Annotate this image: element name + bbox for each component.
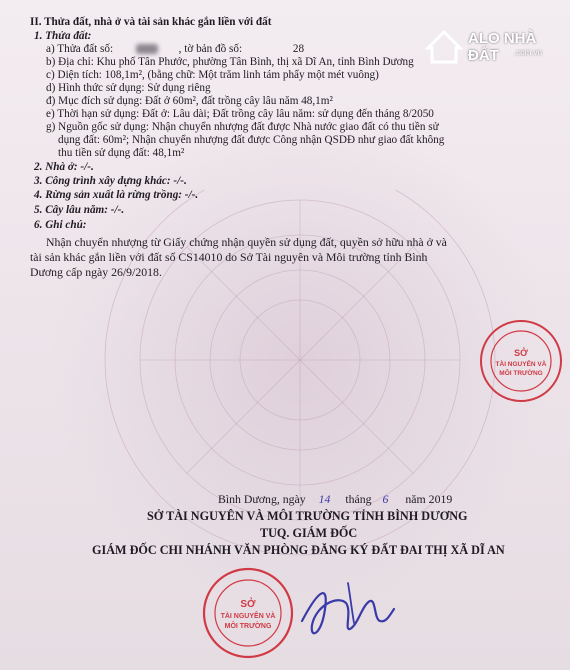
heading-production-forest: 4. Rừng sản xuất là rừng trồng: -/-. xyxy=(34,189,199,201)
signing-title: GIÁM ĐỐC CHI NHÁNH VĂN PHÒNG ĐĂNG KÝ ĐẤT ĐAI THỊ XÃ DĨ AN xyxy=(92,543,505,557)
parcel-number-label: a) Thửa đất số: xyxy=(46,43,114,55)
site-watermark-logo xyxy=(422,22,562,70)
note-line-1: Nhận chuyển nhượng từ Giấy chứng nhận quyền sử dụng đất, quyền sở hữu nhà ở và xyxy=(46,235,447,249)
date-month-label: tháng xyxy=(345,492,372,506)
official-seal-left xyxy=(200,565,296,661)
heading-notes: 6. Ghi chú: xyxy=(34,219,87,231)
svg-text:SỞ: SỞ xyxy=(240,599,256,610)
parcel-number-row xyxy=(46,43,304,56)
official-seal-right xyxy=(478,318,564,404)
usage-form-row: d) Hình thức sử dụng: Sử dụng riêng xyxy=(46,82,211,94)
map-sheet-label: , tờ bản đồ số: xyxy=(178,43,243,55)
svg-text:TÀI NGUYÊN VÀ: TÀI NGUYÊN VÀ xyxy=(220,613,276,620)
redacted-parcel-number xyxy=(136,44,158,54)
watermark-domain: .com.vn xyxy=(514,48,543,57)
address-row: b) Địa chỉ: Khu phố Tân Phước, phường Tân Bình, thị xã Dĩ An, tỉnh Bình Dương xyxy=(46,56,414,68)
area-row: c) Diện tích: 108,1m², (bằng chữ: Một trăm linh tám phẩy một mét vuông) xyxy=(46,69,379,81)
signing-date xyxy=(218,493,452,506)
svg-text:MÔI TRƯỜNG: MÔI TRƯỜNG xyxy=(499,370,543,377)
svg-text:TÀI NGUYÊN VÀ: TÀI NGUYÊN VÀ xyxy=(495,361,547,368)
note-line-3: Dương cấp ngày 26/9/2018. xyxy=(30,265,162,279)
note-line-2: tài sản khác gắn liền với đất số CS14010 do Sở Tài nguyên và Môi trường tỉnh Bình xyxy=(30,250,428,264)
signing-organization: SỞ TÀI NGUYÊN VÀ MÔI TRƯỜNG TỈNH BÌNH DƯƠNG xyxy=(147,509,468,523)
handwritten-signature xyxy=(290,575,400,645)
usage-term-row: e) Thời hạn sử dụng: Đất ở: Lâu dài; Đất trồng cây lâu năm: sử dụng đến tháng 8/2050 xyxy=(46,108,434,120)
date-month: 6 xyxy=(382,492,389,506)
heading-other-construction: 3. Công trình xây dựng khác: -/-. xyxy=(34,175,187,187)
svg-text:SỞ: SỞ xyxy=(514,348,528,358)
house-icon xyxy=(424,26,464,66)
origin-row-1: g) Nguồn gốc sử dụng: Nhận chuyển nhượng đất được Nhà nước giao đất có thu tiền sử xyxy=(46,121,439,133)
heading-land-parcel: 1. Thửa đất: xyxy=(34,30,92,42)
map-sheet-value: 28 xyxy=(292,43,305,55)
origin-row-2: dụng đất: 60m²; Nhận chuyển nhượng đất được Công nhận QSDĐ như giao đất không xyxy=(58,134,445,146)
heading-perennial-trees: 5. Cây lâu năm: -/-. xyxy=(34,204,125,216)
usage-purpose-row: đ) Mục đích sử dụng: Đất ở 60m², đất trồng cây lâu năm 48,1m² xyxy=(46,95,333,107)
svg-text:MÔI TRƯỜNG: MÔI TRƯỜNG xyxy=(224,623,272,630)
watermark-brand: ALO NHÀ ĐẤT xyxy=(468,30,537,64)
date-prefix: Bình Dương, ngày xyxy=(218,492,306,506)
date-day: 14 xyxy=(318,492,331,506)
date-year: năm 2019 xyxy=(405,492,453,506)
origin-row-3: thu tiền sử dụng đất: 48,1m² xyxy=(58,147,185,159)
section-title: II. Thửa đất, nhà ở và tài sản khác gắn liền với đất xyxy=(30,16,272,28)
signing-authority: TUQ. GIÁM ĐỐC xyxy=(260,526,358,540)
heading-house: 2. Nhà ở: -/-. xyxy=(34,161,94,173)
